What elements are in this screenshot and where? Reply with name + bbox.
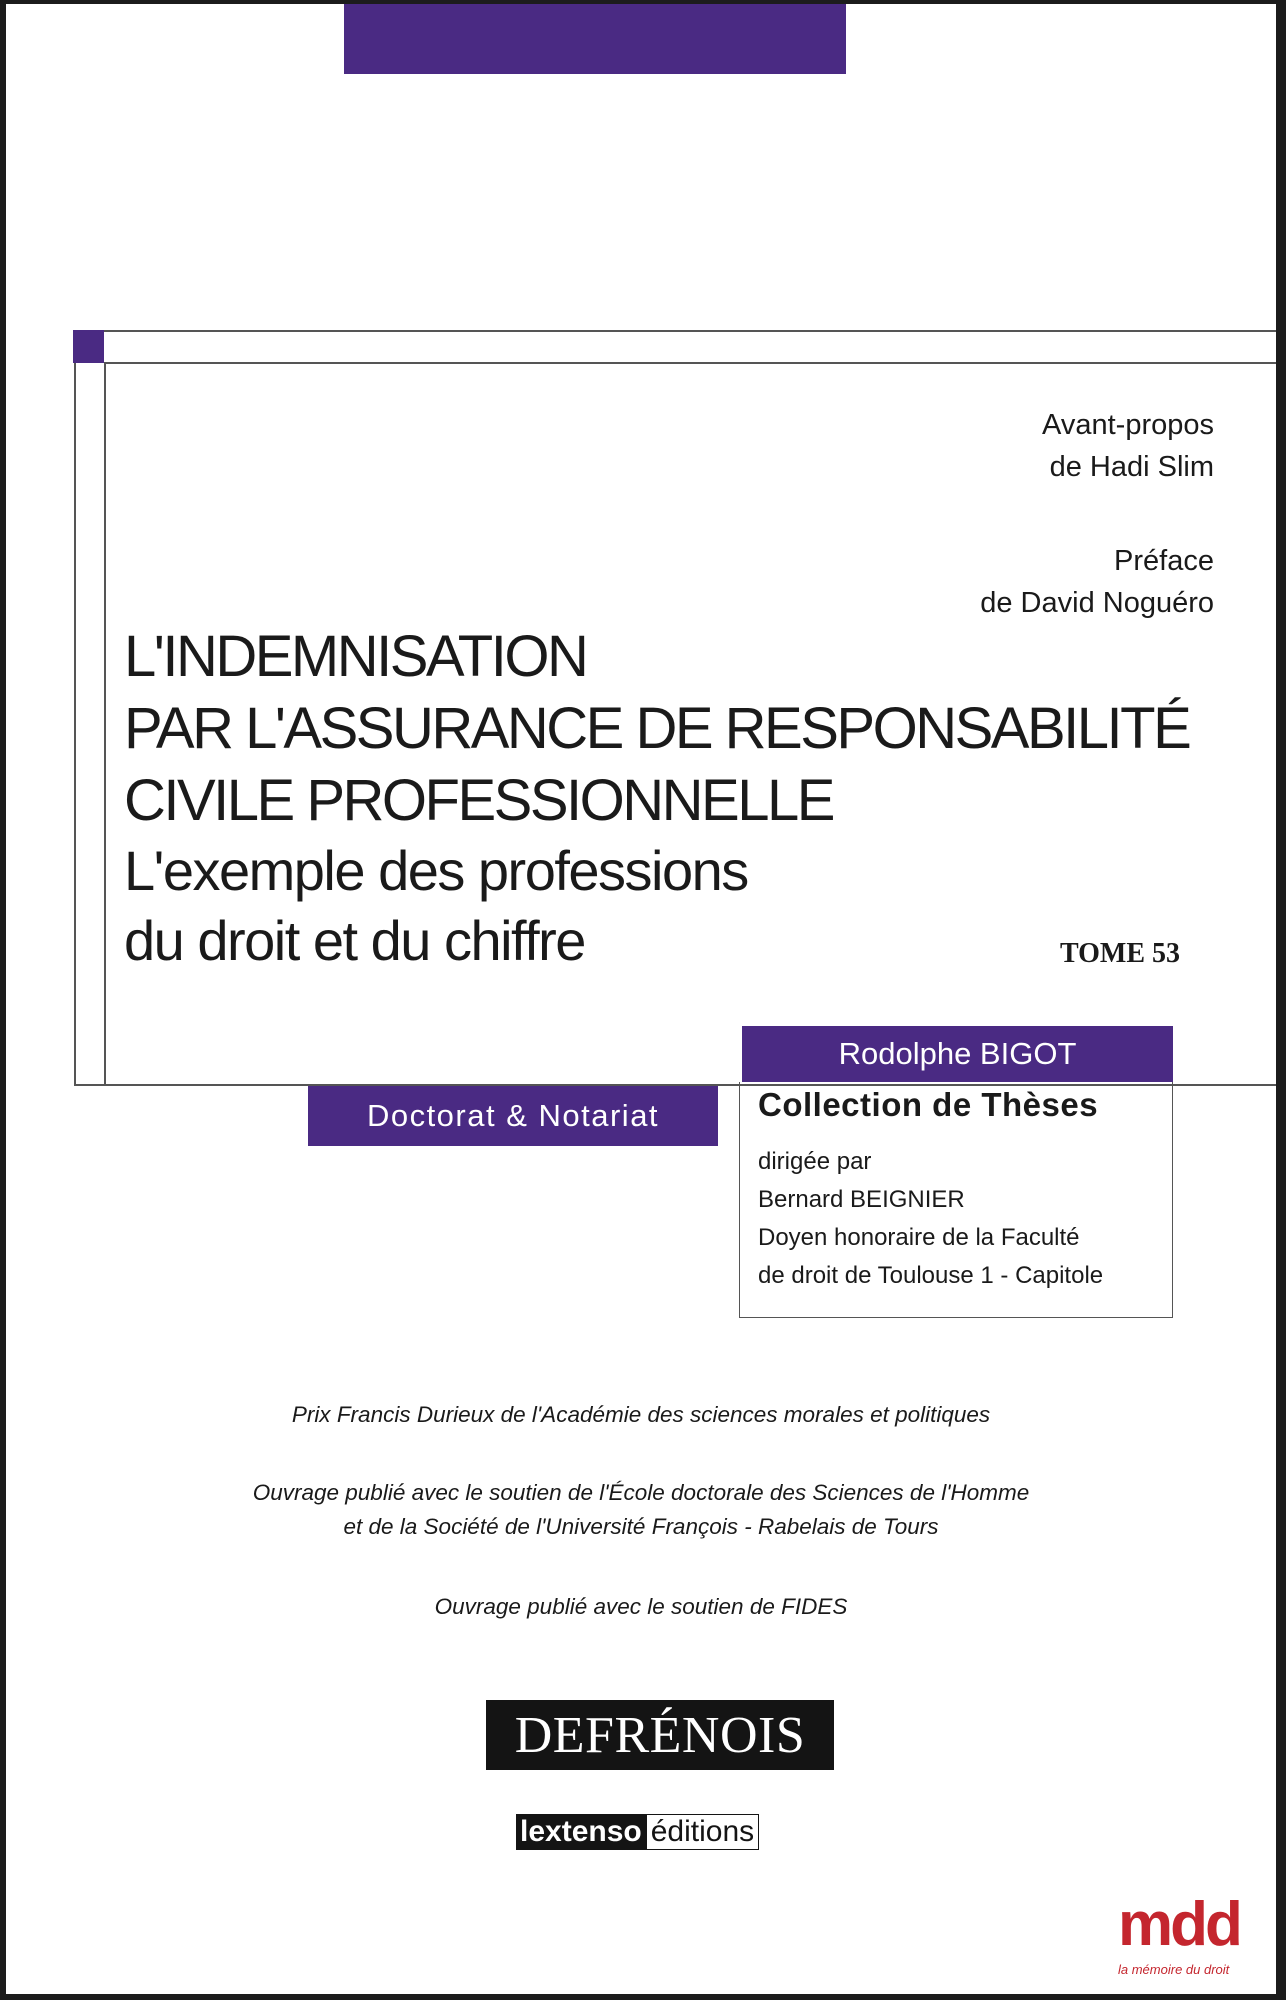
collection-line: de droit de Toulouse 1 - Capitole [758,1262,1104,1289]
publisher-logo: DEFRÉNOIS [486,1700,834,1770]
imprint-logo-part-a: lextenso [516,1814,646,1850]
collection-line: dirigée par [758,1148,872,1175]
support-note-line: Ouvrage publié avec le soutien de l'École doctorale des Sciences de l'Homme [252,1480,1030,1505]
subtitle-line-1: L'exemple des professions [124,839,748,902]
frame-second-rule [104,362,1276,364]
avant-propos-label: Avant-propos [1042,409,1214,441]
book-cover [6,4,1276,1994]
frame-left-rule [74,363,76,1086]
frame-top-rule [104,330,1276,332]
collection-line: Doyen honoraire de la Faculté [758,1224,1080,1251]
preface-author: de David Noguéro [980,587,1214,619]
preface-label: Préface [1114,545,1214,577]
title-line-2: PAR L'ASSURANCE DE RESPONSABILITÉ [124,696,1190,761]
author-name: Rodolphe BIGOT [742,1026,1173,1082]
title-line-1: L'INDEMNISATION [124,624,587,689]
support-note-line: et de la Société de l'Université François - Rabelais de Tours [343,1514,939,1539]
top-color-band [344,4,846,74]
collection-tag: Doctorat & Notariat [308,1086,718,1146]
mdd-watermark-logo: mdd [1118,1890,1240,1959]
collection-director: Bernard BEIGNIER [758,1186,965,1213]
collection-title: Collection de Thèses [758,1086,1099,1123]
tome-number: TOME 53 [1059,938,1180,969]
avant-propos-block [1042,404,1214,488]
fides-note: Ouvrage publié avec le soutien de FIDES [434,1594,848,1619]
subtitle-line-2: du droit et du chiffre [124,909,585,972]
prize-note: Prix Francis Durieux de l'Académie des sciences morales et politiques [291,1402,991,1427]
imprint-logo-part-b: éditions [646,1814,759,1850]
mdd-watermark-caption: la mémoire du droit [1118,1962,1230,1977]
avant-propos-author: de Hadi Slim [1049,451,1214,483]
preface-block [980,540,1214,624]
imprint-logo [516,1814,759,1850]
frame-corner-square [73,330,104,363]
title-line-3: CIVILE PROFESSIONNELLE [124,768,833,833]
frame-right-inner-rule [104,363,106,1086]
